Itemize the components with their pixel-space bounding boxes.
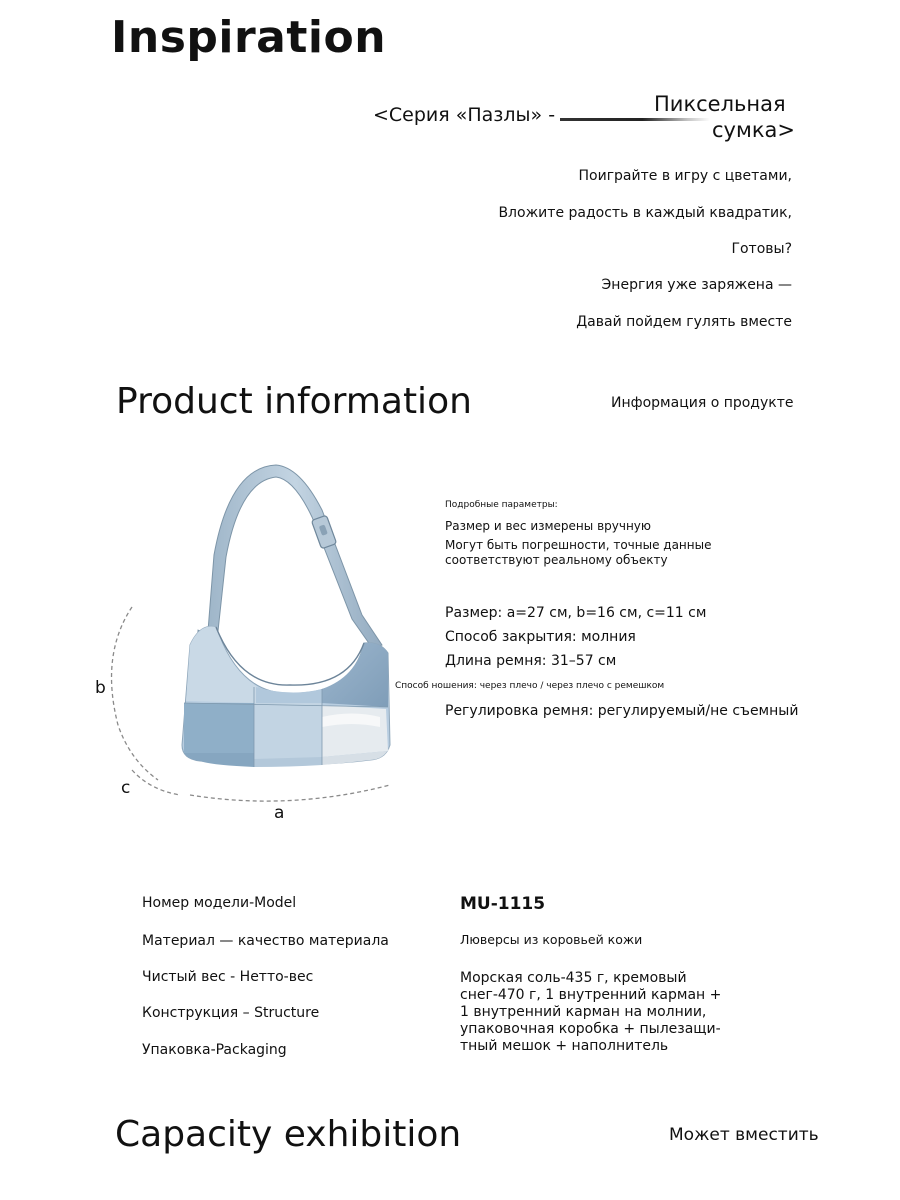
product-info-subheading: Информация о продукте (611, 395, 794, 411)
poem-line: Вложите радость в каждый квадратик, (498, 205, 792, 221)
dimension-label-b: b (95, 678, 106, 698)
spec-label-structure: Конструкция – Structure (142, 1005, 320, 1021)
spec-label-material: Материал — качество материала (142, 933, 389, 949)
brush-stroke-divider (560, 118, 710, 121)
capacity-subheading: Может вместить (669, 1125, 819, 1145)
dimension-label-c: c (121, 778, 131, 798)
series-title-left: <Серия «Пазлы» - (373, 104, 556, 126)
param-closure: Способ закрытия: молния (445, 629, 636, 645)
inspiration-heading: Inspiration (111, 12, 387, 63)
spec-value-model: MU-1115 (460, 894, 546, 914)
params-note: Могут быть погрешности, точные данные (445, 538, 712, 552)
series-title-right-line2: сумка> (712, 118, 795, 142)
poem-line: Готовы? (731, 241, 792, 257)
dimension-label-a: a (274, 803, 285, 823)
spec-value-material: Люверсы из коровьей кожи (460, 932, 643, 947)
spec-label-weight: Чистый вес - Нетто-вес (142, 969, 314, 985)
spec-label-model: Номер модели-Model (142, 895, 297, 911)
params-note: соответствуют реальному объекту (445, 553, 668, 567)
param-size: Размер: a=27 см, b=16 см, c=11 см (445, 605, 707, 621)
param-strap-length: Длина ремня: 31–57 см (445, 653, 617, 669)
param-strap-adjust: Регулировка ремня: регулируемый/не съемный (445, 703, 799, 719)
poem-line: Давай пойдем гулять вместе (576, 314, 792, 330)
params-title: Подробные параметры: (445, 500, 558, 510)
capacity-heading: Capacity exhibition (115, 1114, 462, 1155)
params-note: Размер и вес измерены вручную (445, 519, 651, 533)
spec-value-weight: Морская соль-435 г, кремовый снег-470 г, 1 внутренний карман + 1 внутренний карман на молнии, упаковочная коробка + пылезащи-тный мешок + наполнитель (460, 970, 722, 1054)
poem-line: Энергия уже заряжена — (601, 277, 792, 293)
bag-product-image (90, 455, 420, 835)
product-info-heading: Product information (116, 381, 472, 422)
param-carry-method: Способ ношения: через плечо / через плечо с ремешком (395, 681, 665, 691)
series-title-right-line1: Пиксельная (654, 92, 786, 116)
poem-line: Поиграйте в игру с цветами, (578, 168, 792, 184)
spec-label-packaging: Упаковка-Packaging (142, 1042, 287, 1058)
